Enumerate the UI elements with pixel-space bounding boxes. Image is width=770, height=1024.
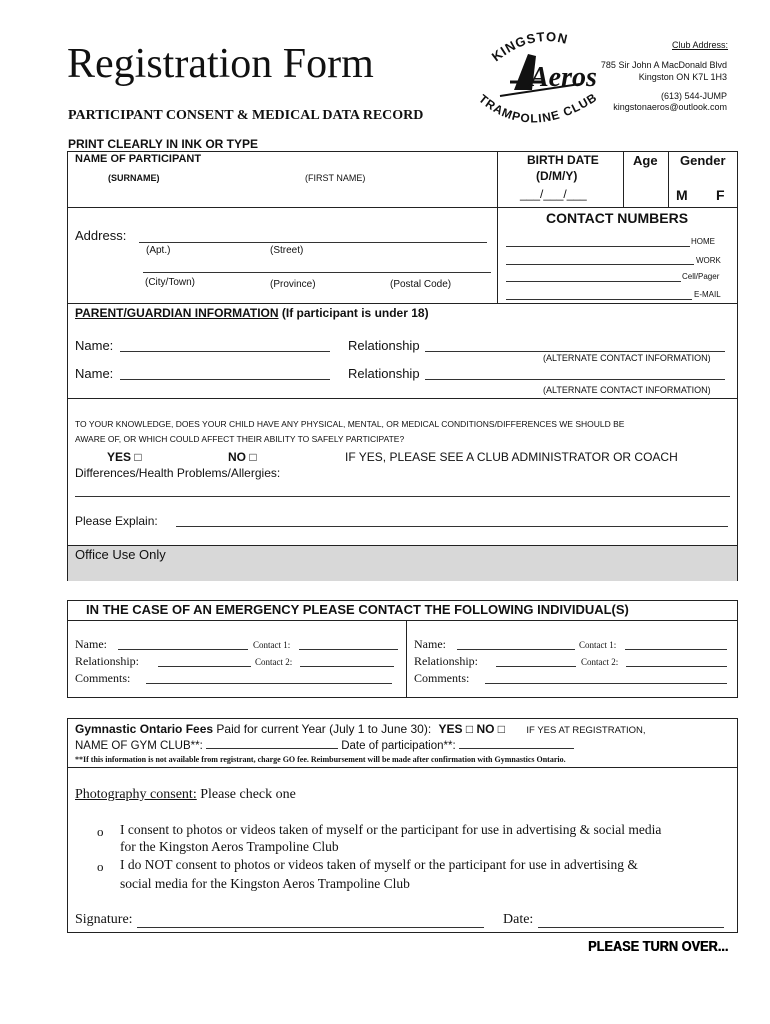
club-address-label: Club Address:	[672, 40, 729, 50]
emergency-2-comments-input[interactable]	[485, 673, 727, 684]
email-label: E-MAIL	[694, 290, 721, 299]
age-field[interactable]	[626, 172, 666, 204]
cell-phone-field[interactable]	[506, 271, 681, 282]
fees-paid-question: Paid for current Year (July 1 to June 30):	[216, 722, 432, 736]
photo-option-2-line1: I do NOT consent to photos or videos taken of myself or the participant for use in advertising &	[120, 857, 638, 872]
photo-option-1-bullet[interactable]: o	[97, 824, 104, 839]
fees-title: Gymnastic Ontario Fees	[75, 722, 214, 736]
alternate-contact-2: (ALTERNATE CONTACT INFORMATION)	[543, 385, 711, 395]
medical-question-line1: TO YOUR KNOWLEDGE, DOES YOUR CHILD HAVE ANY PHYSICAL, MENTAL, OR MEDICAL CONDITIONS/DIFFERENCES WE SHOULD BE	[75, 419, 625, 429]
emergency-1-contact1-label: Contact 1:	[253, 640, 291, 650]
emergency-1-contact2-input[interactable]	[300, 656, 394, 667]
emergency-2-contact2-label: Contact 2:	[581, 657, 619, 667]
address-label: Address:	[75, 228, 127, 243]
gym-club-label: NAME OF GYM CLUB**:	[75, 740, 203, 752]
page-title: Registration Form	[67, 41, 374, 87]
logo-top-text: KINGSTON	[488, 28, 570, 65]
city-label: (City/Town)	[145, 277, 196, 288]
club-logo	[470, 28, 605, 132]
club-address-line1: 785 Sir John A MacDonald Blvd	[600, 60, 727, 70]
work-phone-field[interactable]	[506, 254, 694, 265]
contact-numbers-title: CONTACT NUMBERS	[546, 210, 689, 226]
medical-no-checkbox[interactable]: NO □	[228, 450, 257, 464]
club-phone: (613) 544-JUMP	[660, 91, 727, 101]
logo-main-text: Aeros	[530, 62, 597, 93]
guardian-title	[75, 306, 429, 320]
photo-option-2-bullet[interactable]: o	[97, 859, 104, 874]
emergency-1-comments-label: Comments:	[75, 671, 131, 685]
date-label: Date:	[503, 912, 534, 927]
email-field[interactable]	[506, 289, 692, 300]
address-line-2[interactable]	[143, 258, 491, 273]
fees-line-1	[75, 722, 646, 736]
gender-f-option[interactable]: F	[716, 187, 725, 203]
home-phone-field[interactable]	[506, 236, 690, 247]
guardian-2-name-label: Name:	[75, 366, 114, 381]
guardian-1-relationship-label: Relationship	[348, 338, 420, 353]
home-phone-label: HOME	[691, 237, 715, 246]
emergency-2-contact2-input[interactable]	[626, 656, 727, 667]
emergency-2-comments-label: Comments:	[414, 671, 470, 685]
participant-name-label: NAME OF PARTICIPANT	[75, 153, 202, 165]
logo-graphic	[470, 28, 605, 132]
guardian-2-name-input[interactable]	[120, 367, 330, 380]
fees-no-checkbox[interactable]: NO □	[476, 722, 506, 736]
alternate-contact-1: (ALTERNATE CONTACT INFORMATION)	[543, 353, 711, 363]
emergency-2-contact1-input[interactable]	[625, 639, 727, 650]
fees-yes-checkbox[interactable]: YES □	[438, 722, 474, 736]
emergency-2-relationship-input[interactable]	[496, 656, 576, 667]
differences-input[interactable]	[75, 484, 730, 497]
postal-code-label: (Postal Code)	[390, 279, 452, 290]
firstname-label: (FIRST NAME)	[305, 173, 366, 183]
emergency-1-relationship-input[interactable]	[158, 656, 251, 667]
cell-phone-label: Cell/Pager	[682, 272, 720, 281]
print-clearly-note: PRINT CLEARLY IN INK OR TYPE	[68, 137, 259, 151]
guardian-title-text: PARENT/GUARDIAN INFORMATION	[75, 306, 279, 320]
surname-label: (SURNAME)	[108, 173, 160, 183]
guardian-2-relationship-input[interactable]	[425, 367, 725, 380]
date-input[interactable]	[538, 913, 724, 928]
medical-if-yes-note: IF YES, PLEASE SEE A CLUB ADMINISTRATOR OR COACH	[345, 450, 678, 464]
signature-label: Signature:	[75, 912, 133, 927]
emergency-1-name-label: Name:	[75, 637, 107, 651]
form-subtitle: PARTICIPANT CONSENT & MEDICAL DATA RECORD	[68, 108, 424, 123]
emergency-title: IN THE CASE OF AN EMERGENCY PLEASE CONTACT THE FOLLOWING INDIVIDUAL(S)	[86, 602, 629, 617]
street-label: (Street)	[270, 245, 304, 256]
guardian-2-relationship-label: Relationship	[348, 366, 420, 381]
fees-note: **If this information is not available from registrant, charge GO fee. Reimbursement will be made after confirmation with Gymnastics Ontario.	[75, 755, 566, 764]
logo-bottom-text: TRAMPOLINE CLUB	[476, 89, 600, 126]
svg-text:TRAMPOLINE CLUB	[476, 90, 600, 126]
office-use-box	[68, 545, 737, 581]
participation-date-input[interactable]	[459, 748, 574, 749]
emergency-2-contact1-label: Contact 1:	[579, 640, 617, 650]
gender-m-option[interactable]: M	[676, 187, 688, 203]
emergency-1-name-input[interactable]	[118, 639, 248, 650]
address-line-1[interactable]	[139, 228, 487, 243]
fees-line-2	[75, 740, 574, 752]
explain-input[interactable]	[176, 514, 728, 527]
photo-option-1-line1: I consent to photos or videos taken of myself or the participant for use in advertising & social media	[120, 822, 662, 837]
guardian-1-relationship-input[interactable]	[425, 339, 725, 352]
gym-club-input[interactable]	[206, 748, 338, 749]
photo-consent-heading	[75, 787, 296, 803]
signature-input[interactable]	[137, 913, 484, 928]
work-phone-label: WORK	[696, 256, 721, 265]
office-use-label: Office Use Only	[75, 547, 166, 562]
please-turn-over: PLEASE TURN OVER...	[588, 938, 729, 955]
medical-yes-checkbox[interactable]: YES □	[107, 450, 142, 464]
emergency-1-contact1-input[interactable]	[299, 639, 398, 650]
birth-date-format: (D/M/Y)	[536, 169, 578, 183]
explain-label: Please Explain:	[75, 514, 158, 528]
gender-label: Gender	[680, 153, 726, 168]
emergency-2-name-label: Name:	[414, 637, 446, 651]
surname-input[interactable]	[75, 185, 490, 203]
emergency-2-name-input[interactable]	[457, 639, 575, 650]
birth-date-label: BIRTH DATE	[527, 153, 599, 167]
age-label: Age	[633, 153, 658, 168]
province-label: (Province)	[270, 279, 316, 290]
fees-if-yes-note: IF YES AT REGISTRATION,	[526, 725, 646, 736]
emergency-2-relationship-label: Relationship:	[414, 654, 478, 668]
club-address-line2: Kingston ON K7L 1H3	[638, 72, 727, 82]
emergency-1-contact2-label: Contact 2:	[255, 657, 293, 667]
medical-question-line2: AWARE OF, OR WHICH COULD AFFECT THEIR ABILITY TO SAFELY PARTICIPATE?	[75, 434, 405, 444]
photo-option-1-line2: for the Kingston Aeros Trampoline Club	[120, 839, 339, 854]
emergency-1-relationship-label: Relationship:	[75, 654, 139, 668]
emergency-1-comments-input[interactable]	[146, 673, 392, 684]
apt-label: (Apt.)	[146, 245, 171, 256]
differences-label: Differences/Health Problems/Allergies:	[75, 466, 281, 480]
birth-date-field[interactable]: ___/___/___	[520, 187, 587, 201]
photo-consent-instruction: Please check one	[200, 787, 296, 802]
participation-date-label: Date of participation**:	[341, 740, 456, 752]
club-email: kingstonaeros@outlook.com	[613, 102, 727, 112]
guardian-1-name-input[interactable]	[120, 339, 330, 352]
guardian-1-name-label: Name:	[75, 338, 114, 353]
photo-consent-title: Photography consent:	[75, 787, 197, 802]
guardian-title-suffix: (If participant is under 18)	[281, 306, 429, 320]
photo-option-2-line2: social media for the Kingston Aeros Trampoline Club	[120, 876, 410, 891]
